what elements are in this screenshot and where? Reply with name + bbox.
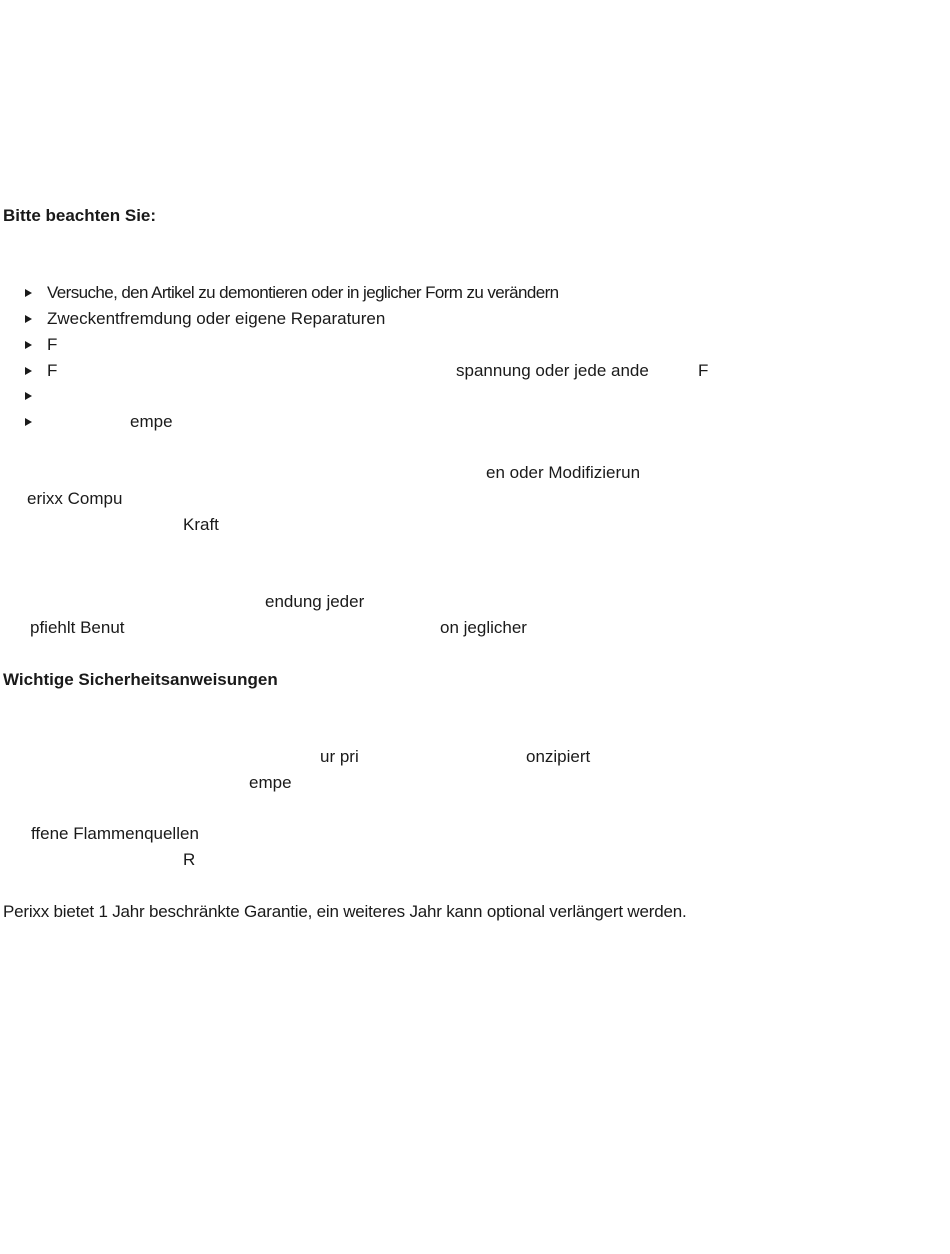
list-item: Zweckentfremdung oder eigene Reparaturen (47, 309, 386, 328)
bullet-marker-icon (25, 367, 32, 375)
list-item-fragment: F (698, 361, 709, 380)
bullet-marker-icon (25, 341, 32, 349)
text-fragment: empe (249, 773, 292, 792)
list-item: F (47, 361, 58, 380)
list-item: empe (130, 412, 173, 431)
heading-note: Bitte beachten Sie: (3, 206, 157, 225)
bullet-marker-icon (25, 418, 32, 426)
list-item: Versuche, den Artikel zu demontieren oder in jeglicher Form zu verändern (47, 283, 559, 302)
text-fragment: pfiehlt Benut (30, 618, 125, 637)
text-fragment: Kraft (183, 515, 219, 534)
text-fragment: ffene Flammenquellen (31, 824, 199, 843)
heading-safety: Wichtige Sicherheitsanweisungen (3, 670, 278, 689)
text-fragment: on jeglicher (440, 618, 527, 637)
list-item: F (47, 335, 58, 354)
bullet-marker-icon (25, 392, 32, 400)
warranty-statement: Perixx bietet 1 Jahr beschränkte Garantie, ein weiteres Jahr kann optional verlängert werden. (3, 902, 687, 921)
text-fragment: endung jeder (265, 592, 365, 611)
bullet-marker-icon (25, 315, 32, 323)
text-fragment: ur pri (320, 747, 359, 766)
bullet-marker-icon (25, 289, 32, 297)
list-item-fragment: spannung oder jede ande (456, 361, 649, 380)
text-fragment: erixx Compu (27, 489, 123, 508)
text-fragment: en oder Modifizierun (486, 463, 641, 482)
text-fragment: onzipiert (526, 747, 591, 766)
text-fragment: R (183, 850, 196, 869)
